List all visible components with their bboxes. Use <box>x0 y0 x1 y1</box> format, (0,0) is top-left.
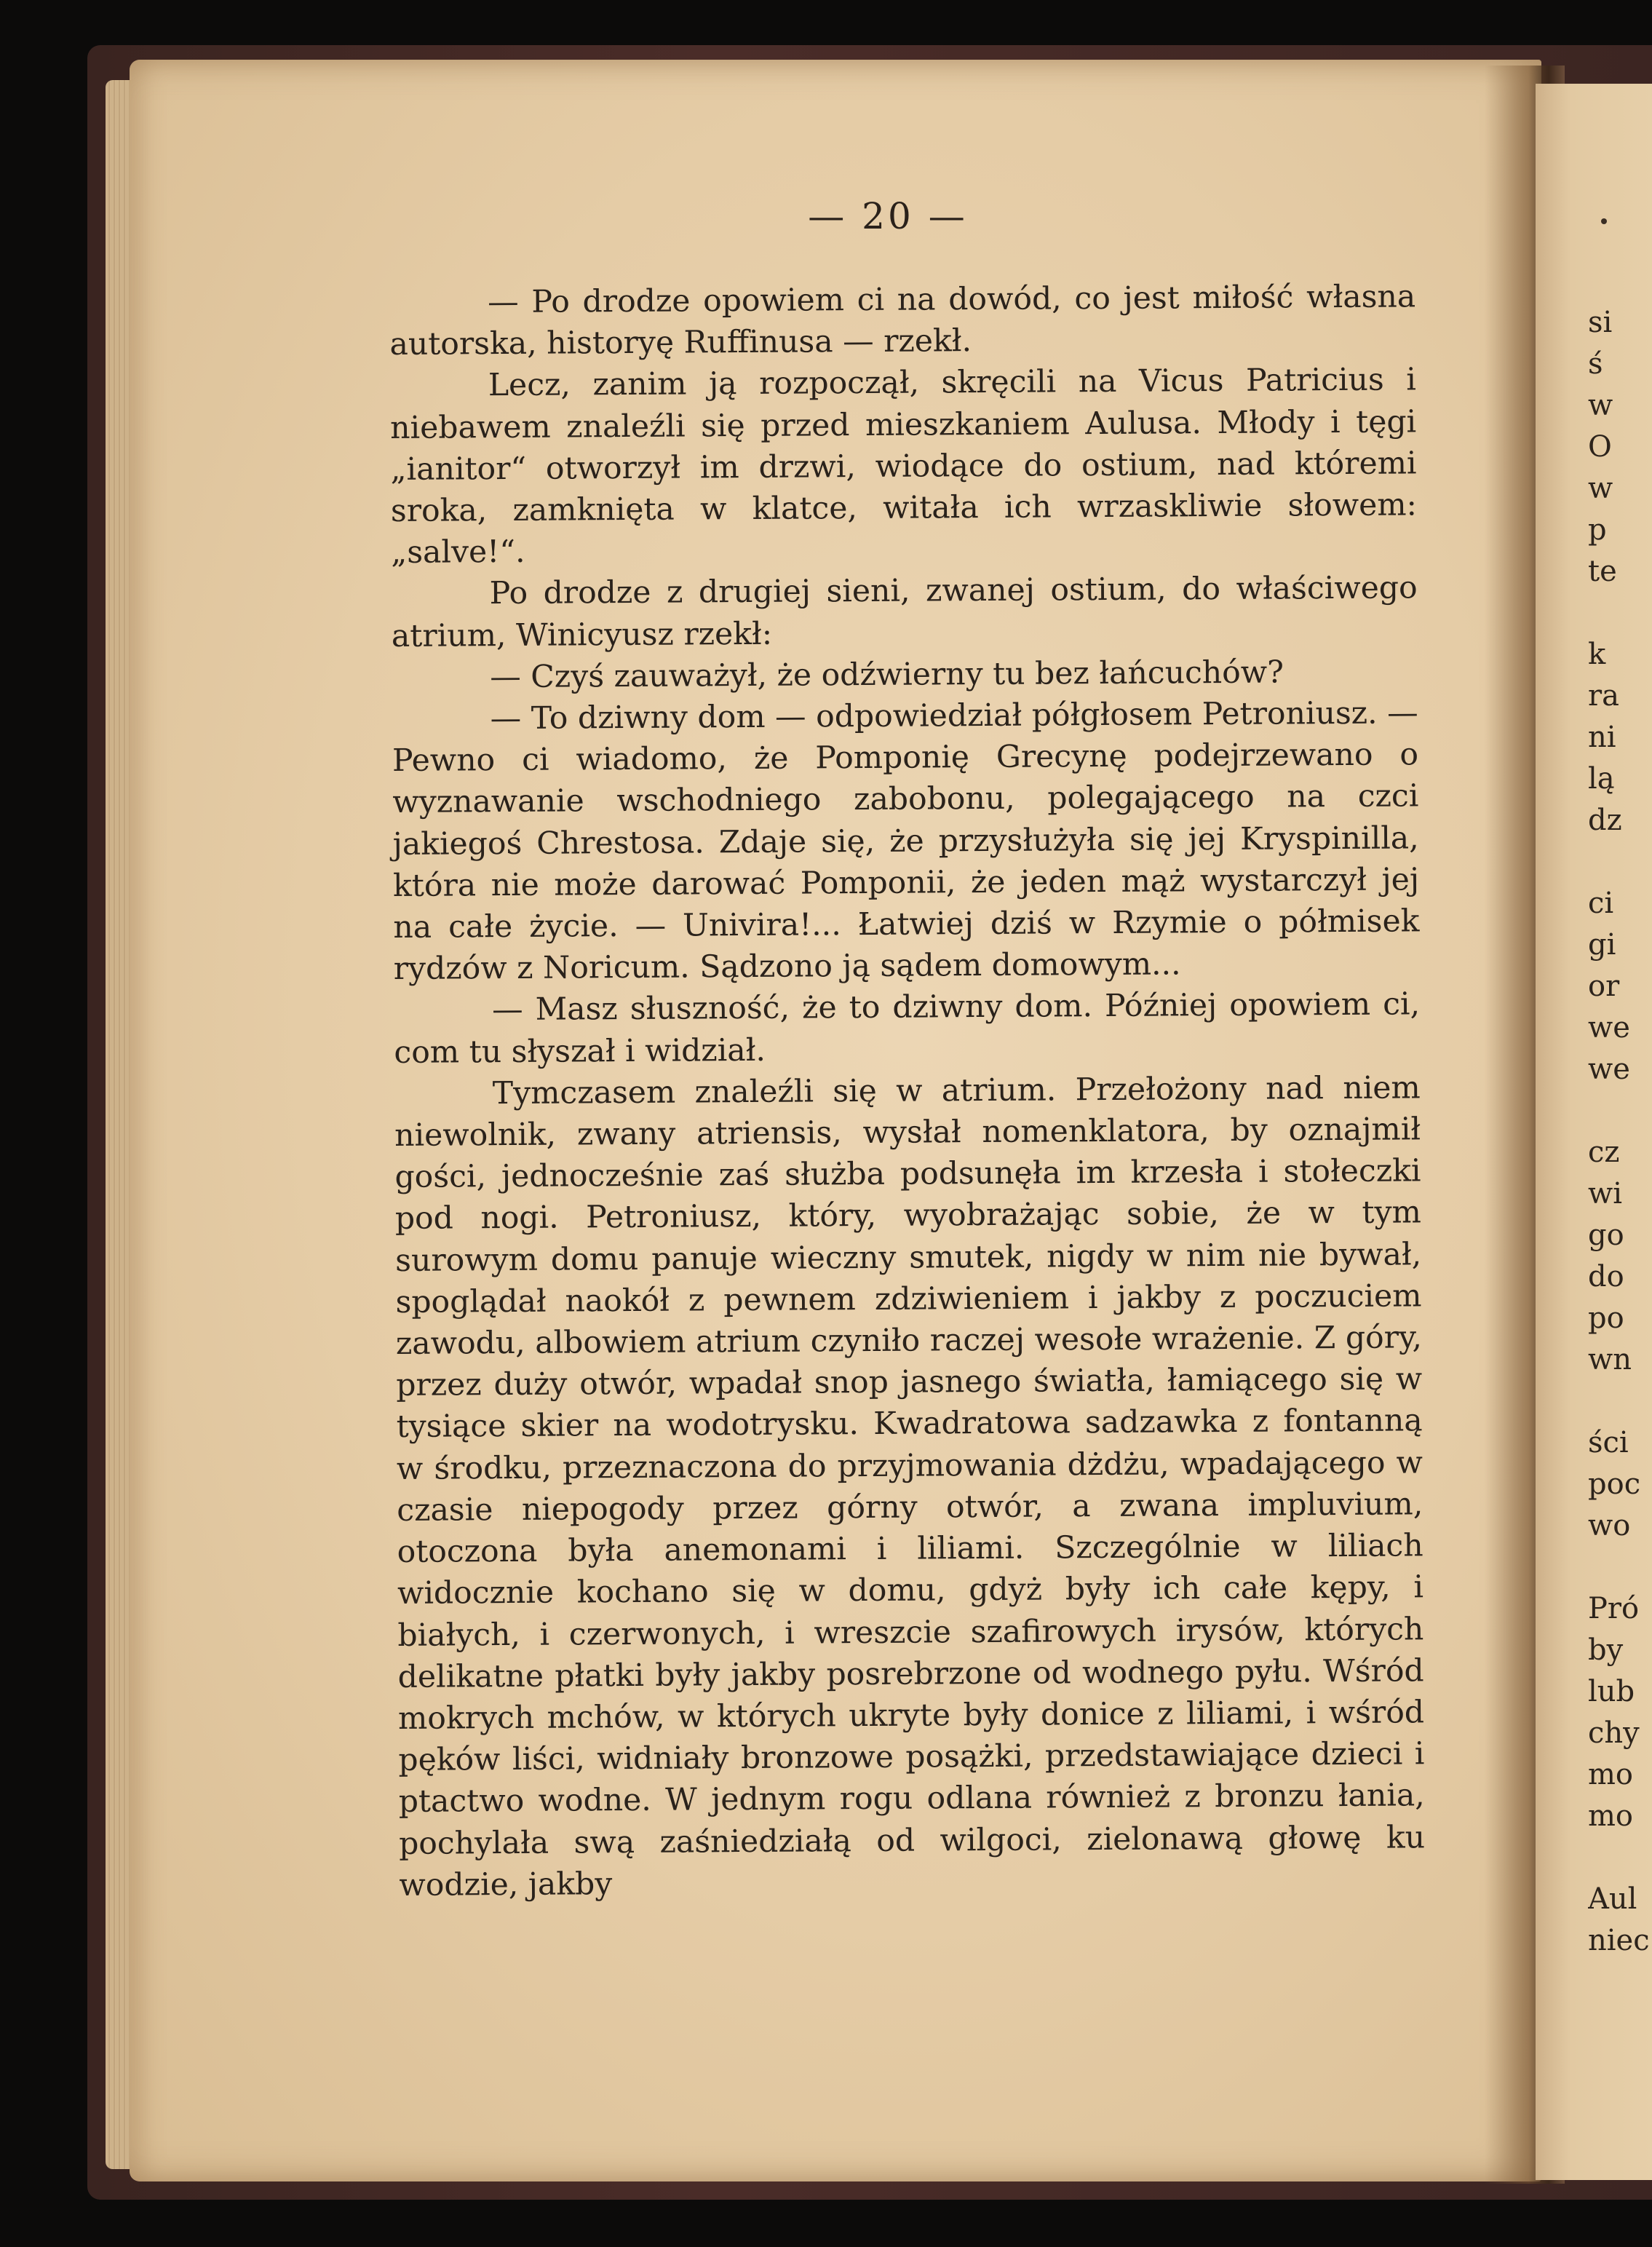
facing-line-fragment: Pró <box>1588 1592 1640 1625</box>
facing-line-fragment: do <box>1588 1260 1624 1293</box>
facing-line-fragment: ra <box>1588 679 1619 713</box>
paragraph: Lecz, zanim ją rozpoczął, skręcili na Vicus Patricius i niebawem znaleźli się przed mieszkaniem Aulusa. Młody i tęgi „ianitor“ otworzył im drzwi, wiodące do ostium, nad któremi sroka, zamknięta w klatce, witała ich wrzaskliwie słowem: „salve!“. <box>390 362 1418 571</box>
facing-line-fragment: te <box>1588 555 1617 588</box>
facing-line-fragment: poc <box>1588 1467 1641 1501</box>
facing-line-fragment: si <box>1588 306 1613 339</box>
facing-line-fragment: gi <box>1588 928 1616 962</box>
paragraph: — Czyś zauważył, że odźwierny tu bez łańcuchów? <box>490 654 1284 695</box>
facing-line-fragment: O <box>1588 430 1612 464</box>
facing-line-fragment <box>1588 593 1652 634</box>
facing-line-fragment: ści <box>1588 1426 1629 1459</box>
facing-line-fragment: lą <box>1588 762 1615 796</box>
facing-line-fragment: cz <box>1588 1136 1620 1169</box>
page-number: — 20 — <box>808 195 968 237</box>
facing-line-fragment: wo <box>1588 1509 1631 1542</box>
facing-line-fragment: dz <box>1588 804 1622 837</box>
facing-line-fragment <box>1588 1381 1652 1422</box>
facing-line-fragment: ś <box>1588 347 1603 381</box>
facing-line-fragment: wn <box>1588 1343 1632 1376</box>
facing-line-fragment: k <box>1588 638 1606 671</box>
facing-line-fragment: ci <box>1588 887 1614 920</box>
paragraph: Po drodze z drugiej sieni, zwanej ostium, do właściwego atrium, Winicyusz rzekł: <box>391 570 1418 654</box>
facing-line-fragment: chy <box>1588 1716 1640 1750</box>
page-mark <box>1601 218 1607 224</box>
facing-line-fragment <box>1588 1547 1652 1588</box>
facing-line-fragment: Aul <box>1588 1882 1637 1916</box>
facing-line-fragment: niec <box>1588 1924 1650 1957</box>
facing-line-fragment <box>1588 841 1652 883</box>
facing-line-fragment: w <box>1588 472 1613 505</box>
facing-line-fragment: po <box>1588 1301 1624 1335</box>
facing-line-fragment: p <box>1588 513 1607 547</box>
facing-line-fragment: mo <box>1588 1799 1634 1833</box>
facing-line-fragment <box>1588 1090 1652 1132</box>
facing-line-fragment: we <box>1588 1011 1630 1045</box>
facing-page-text <box>1588 302 1652 1962</box>
facing-line-fragment: wi <box>1588 1177 1623 1210</box>
page-text <box>389 276 1426 1906</box>
paragraph: Tymczasem znaleźli się w atrium. Przełożony nad niem niewolnik, zwany atriensis, wysłał nomenklatora, by oznajmił gości, jednocześnie zaś służba podsunęła im krzesła i stołeczki pod nogi. Petroniusz, który, wyobrażając sobie, że w tym surowym domu panuje wieczny smutek, nigdy w nim nie bywał, spoglądał naokół z pewnem zdziwieniem i jakby z poczuciem zawodu, albowiem atrium czyniło raczej wesołe wrażenie. Z góry, przez duży otwór, wpadał snop jasnego światła, łamiącego się w tysiące skier na wodotrysku. Kwadratowa sadzawka z fontanną w środku, przeznaczona do przyjmowania dżdżu, wpadającego w czasie niepogody przez górny otwór, a zwana impluvium, otoczona była anemonami i liliami. Szczególnie w liliach widocznie kochano się w domu, gdyż były ich całe kępy, i białych, i czerwonych, i wreszcie szafirowych irysów, których delikatne płatki były jakby posrebrzone od wodnego pyłu. Wśród mokrych mchów, w których ukryte były donice z liliami, i wśród pęków liści, widniały bronzowe posążki, przedstawiające dzieci i ptactwo wodne. W jednym rogu odlana również z bronzu łania, pochylała swą zaśniedziałą od wilgoci, zielonawą głowę ku wodzie, jakby <box>394 1070 1426 1903</box>
facing-line-fragment: we <box>1588 1053 1630 1086</box>
paragraph: — Po drodze opowiem ci na dowód, co jest miłość własna autorska, historyę Ruffinusa — rzekł. <box>389 279 1416 363</box>
facing-line-fragment: lub <box>1588 1675 1635 1708</box>
facing-line-fragment: or <box>1588 970 1620 1003</box>
facing-line-fragment <box>1588 1837 1652 1879</box>
facing-line-fragment: by <box>1588 1633 1624 1667</box>
facing-line-fragment: mo <box>1588 1758 1634 1791</box>
paragraph: — To dziwny dom — odpowiedział półgłosem Petroniusz. — Pewno ci wiadomo, że Pomponię Grecynę podejrzewano o wyznawanie wschodniego zabobonu, polegającego na czci jakiegoś Chrestosa. Zdaje się, że przysłużyła się jej Kryspinilla, która nie może darować Pomponii, że jeden mąż wystarczył jej na całe życie. — Univira!... Łatwiej dziś w Rzymie o półmisek rydzów z Noricum. Sądzono ją sądem domowym... <box>392 695 1420 988</box>
facing-line-fragment: w <box>1588 389 1613 422</box>
facing-line-fragment: go <box>1588 1218 1624 1252</box>
facing-line-fragment: ni <box>1588 721 1616 754</box>
paragraph: — Masz słuszność, że to dziwny dom. Później opowiem ci, com tu słyszał i widział. <box>394 986 1421 1071</box>
